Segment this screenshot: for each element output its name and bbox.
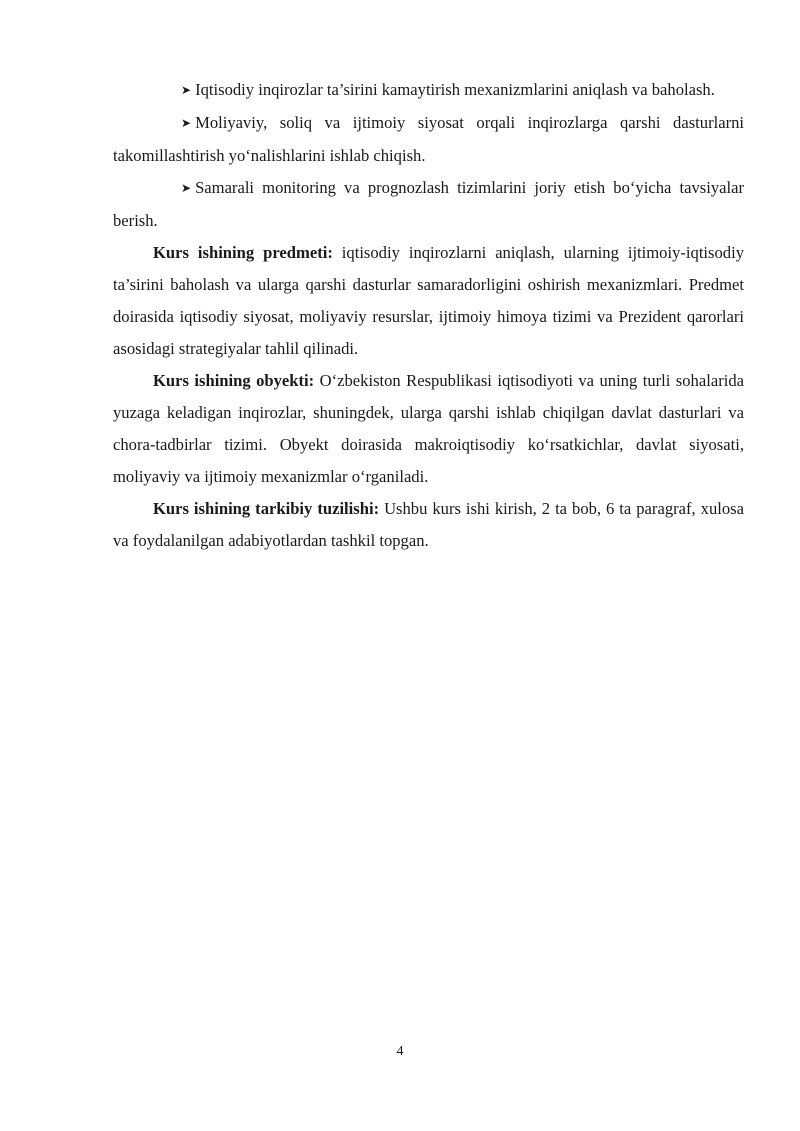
section-predmet-term: Kurs ishining predmeti: (153, 243, 333, 262)
page-content (113, 74, 744, 557)
page-number: 4 (396, 1044, 404, 1059)
section-tuzilishi (113, 493, 744, 557)
section-obyekt-text: O‘zbekiston Respublikasi iqtisodiyoti va uning turli sohalarida yuzaga keladigan inqirozlar, shuningdek, ularga qarshi ishlab chiqilgan davlat dasturlari va chora-tadbirlar tizimi. Obyekt doirasida makroiqtisodiy ko‘rsatkichlar, davlat siyosati, moliyaviy va ijtimoiy mexanizmlar o‘rganiladi. (113, 371, 744, 486)
arrowhead-bullet-icon: ➤ (181, 116, 192, 130)
section-obyekt (113, 365, 744, 493)
bullet-item-1 (113, 74, 744, 107)
section-tuzilishi-text: Ushbu kurs ishi kirish, 2 ta bob, 6 ta paragraf, xulosa va foydalanilgan adabiyotlardan tashkil topgan. (113, 499, 744, 550)
arrowhead-bullet-icon: ➤ (181, 181, 192, 195)
section-tuzilishi-term: Kurs ishining tarkibiy tuzilishi: (153, 499, 380, 518)
bullet-text-3: Samarali monitoring va prognozlash tizimlarini joriy etish bo‘yicha tavsiyalar berish. (113, 178, 744, 230)
bullet-item-3 (113, 172, 744, 237)
bullet-text-2: Moliyaviy, soliq va ijtimoiy siyosat orqali inqirozlarga qarshi dasturlarni takomillashtirish yo‘nalishlarini ishlab chiqish. (113, 113, 744, 165)
arrowhead-bullet-icon: ➤ (181, 83, 192, 97)
section-obyekt-term: Kurs ishining obyekti: (153, 371, 315, 390)
section-predmet (113, 237, 744, 365)
section-predmet-text: iqtisodiy inqirozlarni aniqlash, ularning ijtimoiy-iqtisodiy ta’sirini baholash va ularga qarshi dasturlar samaradorligini oshirish mexanizmlari. Predmet doirasida iqtisodiy siyosat, moliyaviy resurslar, ijtimoiy himoya tizimi va Prezident qarorlari asosidagi strategiyalar tahlil qilinadi. (113, 243, 744, 358)
bullet-text-1: Iqtisodiy inqirozlar ta’sirini kamaytirish mexanizmlarini aniqlash va baholash. (195, 80, 715, 99)
bullet-item-2 (113, 107, 744, 172)
